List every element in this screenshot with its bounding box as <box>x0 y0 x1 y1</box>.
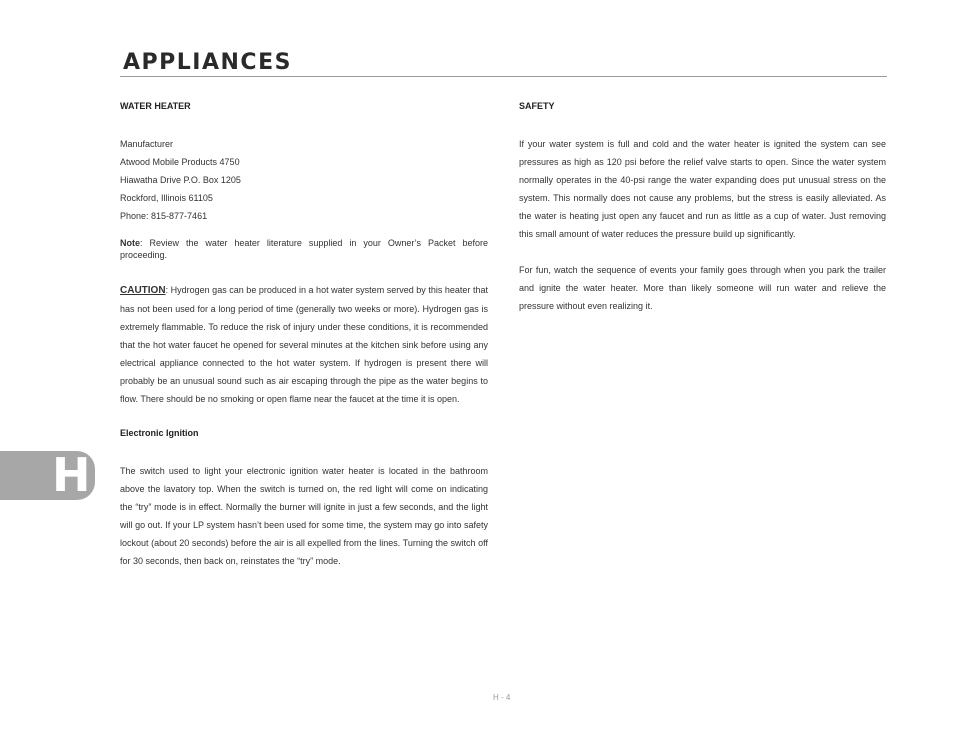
section-tab-letter: H <box>52 448 91 502</box>
manufacturer-line: Manufacturer <box>120 139 174 149</box>
caution-text: : Hydrogen gas can be produced in a hot water system served by this heater that has not been used for a long period of time (generally two weeks or more). Hydrogen gas is extremely flammable. To reduce the risk of injury under these conditions, it is recommended that the hot water faucet he opened for several minutes at the kitchen sink before using any electrical appliance connected to the hot water system. If hydrogen is present there will probably be an unusual sound such as air escaping through the pipe as the water begins to flow. There should be no smoking or open flame near the faucet at the time it is open. <box>120 285 488 404</box>
manufacturer-line: Hiawatha Drive P.O. Box 1205 <box>120 175 241 185</box>
caution-label: CAUTION <box>120 285 166 296</box>
caution-paragraph <box>120 281 488 408</box>
electronic-ignition-heading: Electronic Ignition <box>120 428 199 438</box>
manufacturer-line: Atwood Mobile Products 4750 <box>120 157 240 167</box>
left-column <box>120 99 488 570</box>
title-divider <box>120 76 887 77</box>
manufacturer-line: Phone: 815-877-7461 <box>120 211 208 221</box>
safety-heading: SAFETY <box>519 101 555 111</box>
water-heater-heading: WATER HEATER <box>120 101 191 111</box>
manufacturer-line: Rockford, Illinois 61105 <box>120 193 213 203</box>
manufacturer-block <box>120 135 488 225</box>
page-title: APPLIANCES <box>123 50 292 75</box>
note-text: : Review the water heater literature supplied in your Owner’s Packet before proceeding. <box>120 238 488 260</box>
page-number: H - 4 <box>493 693 511 702</box>
note-label: Note <box>120 238 140 248</box>
right-column <box>519 99 886 315</box>
ignition-paragraph: The switch used to light your electronic ignition water heater is located in the bathroom above the lavatory top. When the switch is turned on, the red light will come on indicating the “try” mode is in effect. Normally the burner will ignite in just a few seconds, and the light will go out. If your LP system hasn’t been used for some time, the system may go into safety lockout (about 20 seconds) before the air is all expelled from the lines. Turning the switch off for 30 seconds, then back on, reinstates the “try” mode. <box>120 466 488 566</box>
note-paragraph <box>120 237 488 261</box>
safety-paragraph: If your water system is full and cold and the water heater is ignited the system can see pressures as high as 120 psi before the relief valve starts to open. Since the water system normally operates in the 40-psi range the water expanding does put unusual stress on the system. This normally does not cause any problems, but the stress is easily alleviated. As the water is heating just open any faucet and run as little as a cup of water. Just removing this small amount of water reduces the pressure build up significantly. <box>519 139 886 239</box>
fun-paragraph: For fun, watch the sequence of events your family goes through when you park the trailer and ignite the water heater. More than likely someone will run water and relieve the pressure without even realizing it. <box>519 265 886 311</box>
